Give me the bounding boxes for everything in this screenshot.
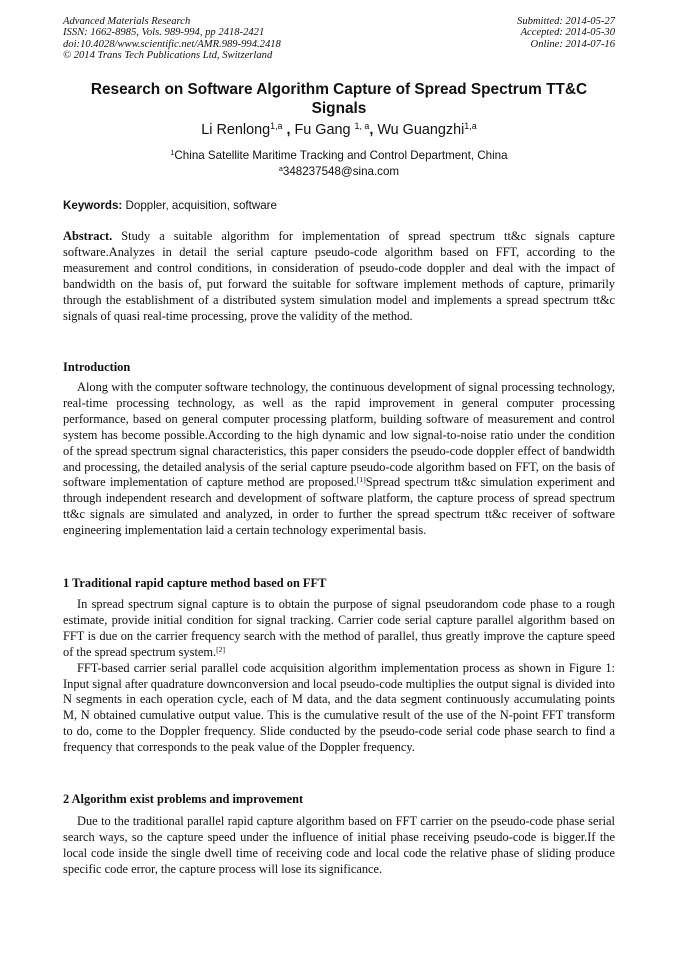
author-affiliation-sup: 1,a	[464, 121, 477, 132]
paper-title: Research on Software Algorithm Capture of Spread Spectrum TT&C Signals	[90, 81, 588, 117]
journal-header-right	[517, 16, 615, 50]
body-paragraph	[63, 597, 615, 661]
author-affiliation-sup: 1,a	[270, 121, 283, 132]
body-paragraph: FFT-based carrier serial parallel code acquisition algorithm implementation process as shown in Figure 1: Input signal after quadrature downconversion and local pseudo-code multiplies the output signal is divided into N segments in each operation cycle, each of M data, and the data segment continuously accumulating points M, N obtained cumulative output value. This is the cumulative result of the use of the N-point FFT transform to do, come to the Doppler frequency. Slide conducted by the pseudo-code serial code phase search to find a frequency that corresponds to the peak value of the Doppler frequency.	[63, 660, 615, 755]
section-1-body	[63, 597, 615, 756]
journal-name: Advanced Materials Research	[63, 16, 191, 27]
abstract-label: Abstract.	[63, 229, 113, 243]
abstract-block	[63, 229, 615, 324]
paragraph-text: Spread spectrum tt&c simulation experiment and through independent research and development of software platform, the capture process of spread spectrum tt&c signals are simulated and analyzed, in order to further the spread spectrum tt&c receiver of software engineering implementation laid a certain technology experimental basis.	[63, 475, 616, 538]
author-name: Li Renlong	[201, 122, 271, 138]
author-name: Fu Gang	[294, 122, 351, 138]
section-heading-1: 1 Traditional rapid capture method based on FFT	[63, 576, 327, 590]
submitted-date: Submitted: 2014-05-27	[517, 16, 615, 27]
abstract-paragraph	[63, 229, 615, 324]
citation-ref[interactable]: [1]	[356, 475, 366, 485]
paragraph-text: Along with the computer software technology, the continuous development of signal processing technology, real-time processing technology, as well as the rapid improvement in general computer processing performance, based on general computer processing platform, building software of measurement and control system has become possible.According to the high dynamic and low signal-to-noise ratio under the condition of the spread spectrum signal characteristics, this paper considers the pseudo-code doppler effect of bandwidth and processing, the detailed analysis of the serial capture pseudo-code algorithm based on FFT, on the basis of software implementation of capture method are proposed.	[63, 380, 615, 490]
affiliation-block	[63, 148, 615, 179]
abstract-text: Study a suitable algorithm for implementation of spread spectrum tt&c signals capture software.Analyzes in detail the serial capture pseudo-code algorithm based on FFT, according to the measurement and control conditions, in consideration of pseudo-code doppler and deal with the impact of bandwidth on the basis of, put forward the suitable for software implement methods of capture, primarily through the establishment of a distributed system simulation model and implements a spread spectrum tt&c signals of quasi real-time processing, prove the validity of the method.	[63, 229, 615, 323]
author-list: Li Renlong$^{1,a}$ , Fu Gang $^{1, a}$, Wu Guangzhi$^{1,a}$	[201, 121, 477, 138]
affiliation-line	[63, 148, 615, 164]
keywords-label: Keywords:	[63, 199, 123, 212]
affiliation-text: China Satellite Maritime Tracking and Control Department, China	[174, 149, 508, 162]
paragraph-text: In spread spectrum signal capture is to obtain the purpose of signal pseudorandom code phase to a rough estimate, provide initial condition for signal tracking. Carrier code serial capture parallel algorithm based on FFT is due on the carrier frequency search with the method of parallel, thus greatly improve the capture speed of the spread spectrum system.	[63, 597, 615, 659]
journal-header-left	[63, 16, 281, 62]
affiliation-sup: 1	[170, 148, 175, 158]
email-sup: a	[278, 163, 283, 173]
email-line	[63, 164, 615, 180]
section-2-body	[63, 814, 615, 878]
email-address[interactable]: 348237548@sina.com	[282, 164, 400, 178]
keywords-text: Doppler, acquisition, software	[125, 199, 277, 212]
introduction-body	[63, 380, 615, 539]
copyright-line: © 2014 Trans Tech Publications Ltd, Switzerland	[63, 50, 273, 62]
body-paragraph	[63, 380, 615, 539]
online-date: Online: 2014-07-16	[530, 38, 615, 50]
section-heading-2: 2 Algorithm exist problems and improvement	[63, 792, 304, 806]
accepted-date: Accepted: 2014-05-30	[520, 27, 615, 39]
author-affiliation-sup: 1, a	[354, 121, 370, 132]
author-name: Wu Guangzhi	[377, 122, 465, 138]
body-paragraph: Due to the traditional parallel rapid capture algorithm based on FFT carrier on the pseudo-code phase serial search ways, so the capture speed under the influence of initial phase receiving pseudo-code is bigger.If the local code inside the single dwell time of receiving code and local code the relative phase of sliding produce specific code error, the capture process will lose its significance.	[63, 814, 615, 876]
citation-ref[interactable]: [2]	[216, 644, 226, 654]
keywords-line	[63, 198, 615, 213]
section-heading-introduction: Introduction	[63, 360, 131, 374]
doi-line[interactable]: doi:10.4028/www.scientific.net/AMR.989-994.2418	[63, 38, 281, 50]
issn-line: ISSN: 1662-8985, Vols. 989-994, pp 2418-2421	[63, 27, 265, 39]
